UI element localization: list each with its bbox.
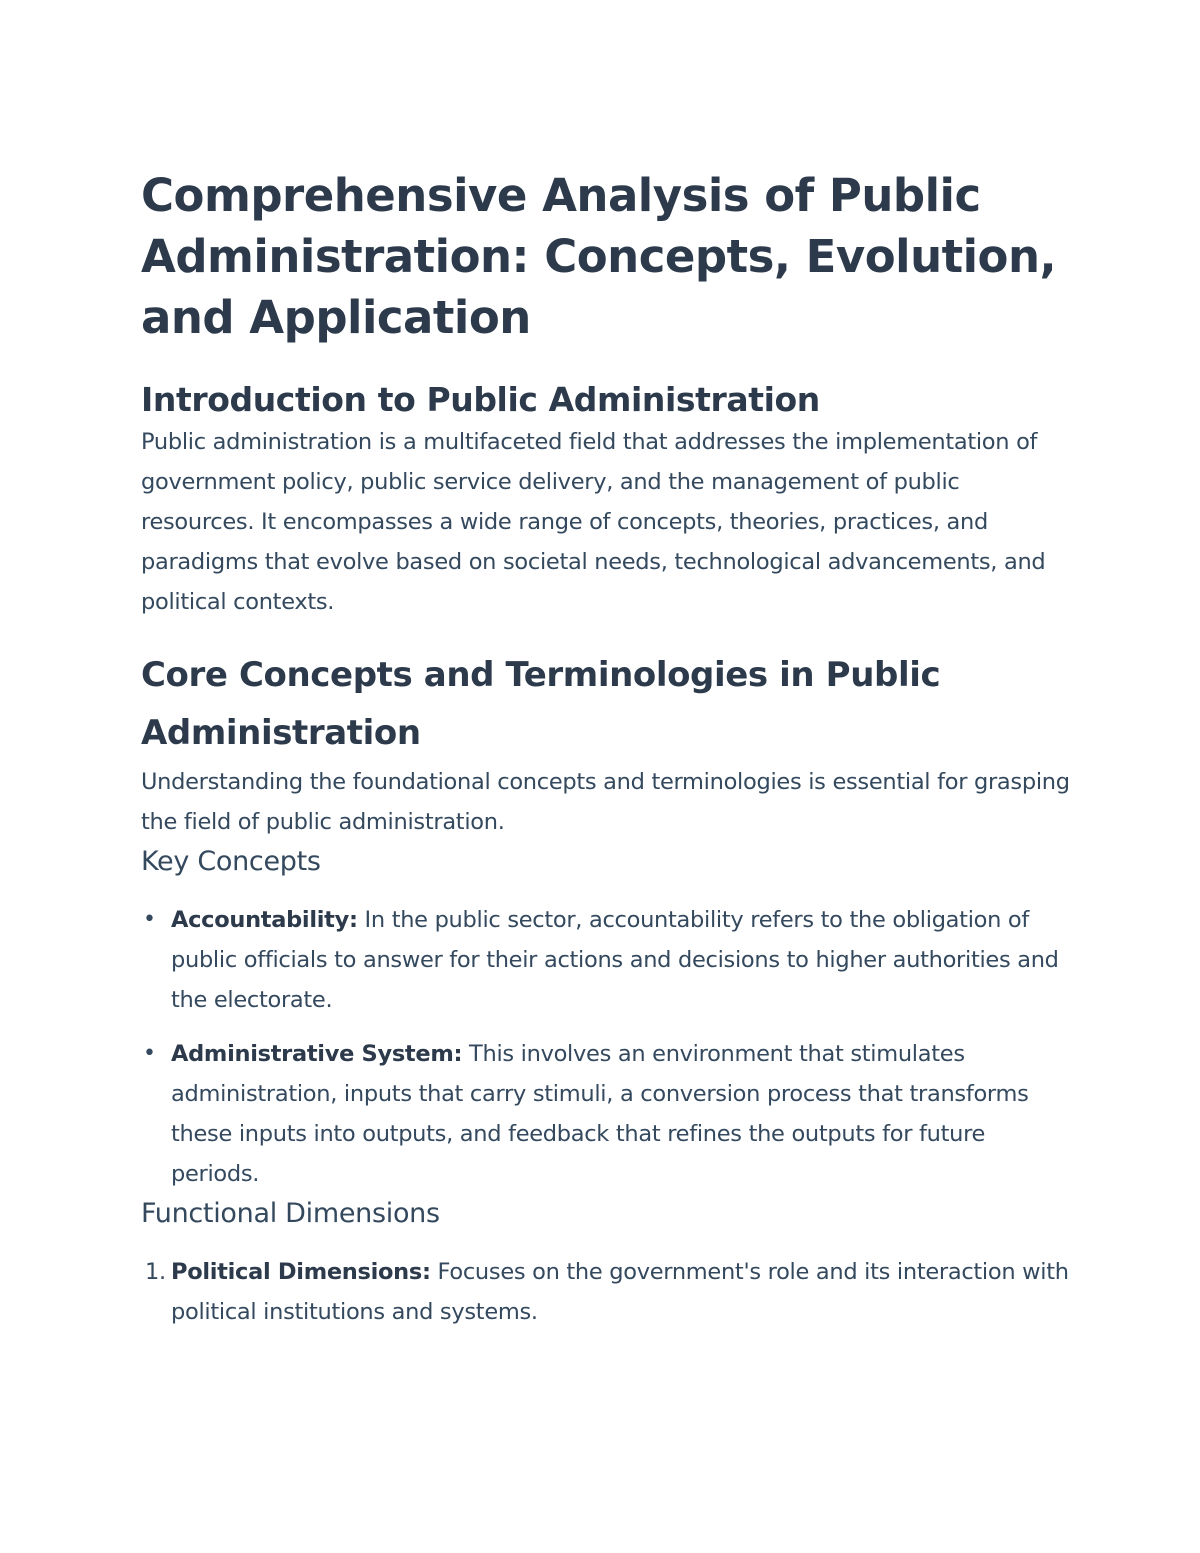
section-heading-introduction: Introduction to Public Administration — [141, 380, 820, 419]
introduction-paragraph: Public administration is a multifaceted field that addresses the implementation of government policy, public service delivery, and the management of public resources. It encompasses a wide range of concepts, theories, practices, and paradigms that evolve based on societal needs, technological advancements, and political contexts. — [141, 429, 1046, 615]
bullet-icon: • — [143, 1041, 156, 1066]
list-item-number: 1. — [145, 1259, 166, 1285]
bullet-icon: • — [143, 907, 156, 932]
list-item-term: Administrative System: — [171, 1041, 463, 1067]
core-concepts-paragraph: Understanding the foundational concepts and terminologies is essential for grasping the field of public administration. — [141, 769, 1070, 835]
list-item-text: Focuses on the government's role and its interaction with political institutions and systems. — [171, 1259, 1069, 1325]
list-item — [141, 900, 1071, 1020]
list-item-text: This involves an environment that stimulates administration, inputs that carry stimuli, a conversion process that transforms these inputs into outputs, and feedback that refines the outputs for future periods. — [171, 1041, 1029, 1187]
functional-dimensions-list — [141, 1252, 1071, 1332]
list-item-term: Accountability: — [171, 907, 358, 933]
section-heading-core-concepts: Core Concepts and Terminologies in Public Administration — [141, 655, 941, 753]
subheading-key-concepts: Key Concepts — [141, 846, 321, 877]
list-item-text: In the public sector, accountability refers to the obligation of public officials to answer for their actions and decisions to higher authorities and the electorate. — [171, 907, 1059, 1013]
list-item — [141, 1034, 1071, 1194]
list-item-term: Political Dimensions: — [171, 1259, 431, 1285]
subheading-functional-dimensions: Functional Dimensions — [141, 1198, 440, 1229]
document-page — [141, 165, 1071, 1332]
list-item — [141, 1252, 1071, 1332]
document-title: Comprehensive Analysis of Public Administration: Concepts, Evolution, and Application — [141, 169, 1057, 344]
key-concepts-list — [141, 900, 1071, 1194]
